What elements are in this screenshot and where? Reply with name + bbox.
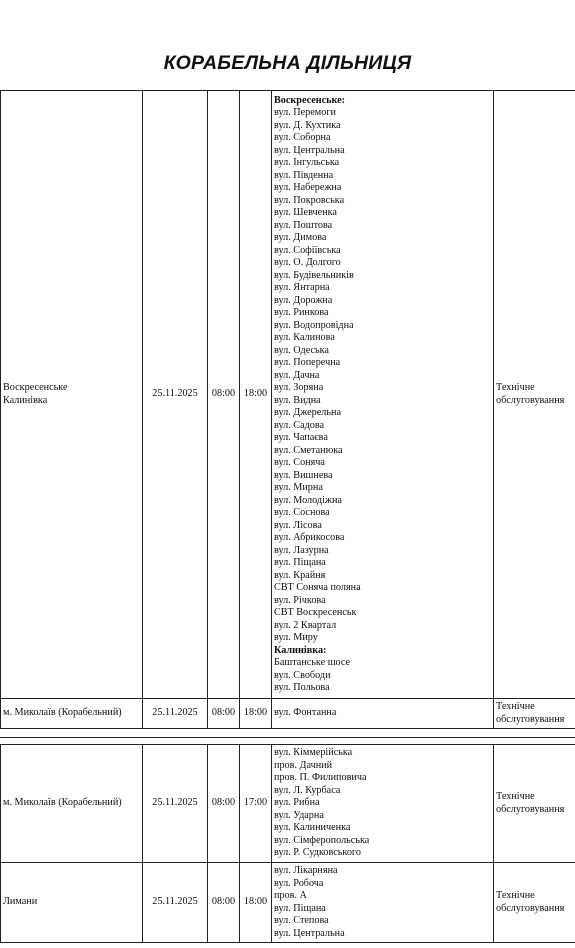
street-item: вул. Сімферопольська (274, 834, 370, 846)
street-item: пров. П. Филиповича (274, 772, 367, 784)
date-cell: 25.11.2025 (143, 699, 208, 729)
street-item: вул. Шевченка (274, 207, 337, 218)
streets-cell (272, 863, 494, 943)
street-item: вул. Калиниченка (274, 822, 351, 834)
location-cell (1, 699, 143, 729)
location-line: м. Миколаїв (Корабельний) (3, 707, 122, 719)
street-item: вул. Ринкова (274, 307, 329, 318)
street-item: вул. Одеська (274, 344, 329, 356)
reason-line: обслуговування (496, 902, 565, 914)
street-item: вул. Покровська (274, 194, 345, 206)
street-item: вул. Набережна (274, 182, 342, 193)
location-line: Воскресенське (3, 382, 68, 393)
street-item: вул. Соборна (274, 132, 331, 143)
street-item: СВТ Воскресенськ (274, 607, 357, 618)
street-item: пров. А (274, 890, 307, 901)
location-cell (1, 863, 143, 943)
street-group-heading: Калинівка: (274, 644, 327, 656)
streets-cell (272, 745, 494, 863)
street-item: вул. Поштова (274, 219, 333, 231)
location-line: м. Миколаїв (Корабельний) (3, 797, 122, 809)
street-item: вул. Соняча (274, 457, 325, 468)
page-title: КОРАБЕЛЬНА ДІЛЬНИЦЯ (163, 52, 412, 74)
street-item: вул. Вишнева (274, 469, 333, 481)
street-item: вул. Зоряна (274, 382, 324, 393)
table-row (1, 91, 575, 699)
street-item: вул. Д. Кухтика (274, 119, 341, 131)
street-item: СВТ Соняча поляна (274, 582, 361, 593)
street-item: вул. Дачна (274, 369, 320, 381)
table-row (1, 863, 575, 943)
location-line: Лимани (3, 896, 38, 908)
street-item: вул. Садова (274, 419, 325, 431)
end-time-cell: 18:00 (240, 863, 272, 943)
reason-line: обслуговування (496, 394, 565, 406)
street-item: вул. Софіївська (274, 244, 341, 256)
street-item: пров. Дачний (274, 759, 333, 771)
street-item: вул. Кіммерійська (274, 747, 353, 759)
street-item: вул. Поперечна (274, 357, 341, 368)
schedule-table-2 (0, 744, 575, 943)
reason-cell (494, 863, 575, 943)
street-item: вул. Р. Судковського (274, 847, 361, 859)
street-item: вул. Фонтанна (274, 707, 337, 719)
street-item: вул. Сметанюка (274, 444, 343, 456)
street-item: вул. Дорожна (274, 294, 333, 306)
street-item: вул. Піщана (274, 902, 326, 914)
street-item: вул. Лісова (274, 519, 322, 531)
date-cell: 25.11.2025 (143, 91, 208, 699)
street-item: вул. Ударна (274, 809, 324, 821)
reason-cell (494, 91, 575, 699)
street-item: вул. Лазурна (274, 544, 329, 556)
street-item: вул. Центральна (274, 144, 345, 156)
street-item: вул. Миру (274, 632, 318, 643)
street-item: вул. Степова (274, 915, 329, 926)
street-item: вул. Піщана (274, 557, 326, 568)
street-item: вул. Молодіжна (274, 494, 342, 506)
street-item: вул. 2 Квартал (274, 619, 337, 631)
location-cell (1, 91, 143, 699)
street-item: вул. Л. Курбаса (274, 784, 341, 796)
street-item: Баштанське шосе (274, 657, 351, 668)
table-divider (0, 737, 575, 738)
street-item: вул. Соснова (274, 507, 330, 518)
end-time-cell: 17:00 (240, 745, 272, 863)
streets-cell (272, 91, 494, 699)
street-item: вул. Рибна (274, 797, 320, 809)
street-item: вул. Абрикосова (274, 532, 345, 543)
date-cell: 25.11.2025 (143, 745, 208, 863)
reason-line: Технічне (496, 791, 535, 802)
table-row (1, 745, 575, 863)
street-item: вул. Чапаєва (274, 432, 328, 443)
street-item: вул. Свободи (274, 669, 331, 681)
streets-cell (272, 699, 494, 729)
street-item: вул. Робоча (274, 877, 324, 889)
reason-line: обслуговування (496, 713, 565, 725)
reason-cell (494, 745, 575, 863)
street-item: вул. Річкова (274, 594, 326, 606)
street-item: вул. Південна (274, 169, 334, 181)
reason-line: Технічне (496, 382, 535, 393)
street-item: вул. Мирна (274, 482, 323, 493)
street-item: вул. Будівельників (274, 269, 354, 281)
street-item: вул. Лікарняна (274, 865, 338, 876)
location-cell (1, 745, 143, 863)
street-item: вул. Польова (274, 682, 330, 693)
end-time-cell: 18:00 (240, 699, 272, 729)
street-item: вул. Калинова (274, 332, 335, 343)
reason-line: Технічне (496, 701, 535, 712)
table-row (1, 699, 575, 729)
start-time-cell: 08:00 (208, 745, 240, 863)
street-group-heading: Воскресенське: (274, 94, 346, 106)
street-item: вул. Центральна (274, 927, 345, 939)
street-item: вул. Інгульська (274, 157, 340, 168)
street-item: вул. Водопровідна (274, 319, 354, 331)
reason-line: обслуговування (496, 803, 565, 815)
street-item: вул. Джерельна (274, 407, 341, 418)
date-cell: 25.11.2025 (143, 863, 208, 943)
end-time-cell: 18:00 (240, 91, 272, 699)
street-item: вул. Янтарна (274, 282, 330, 293)
location-line: Калинівка (3, 394, 48, 406)
street-item: вул. О. Долгого (274, 257, 341, 268)
street-item: вул. Крайня (274, 569, 326, 581)
street-item: вул. Перемоги (274, 107, 336, 118)
reason-cell (494, 699, 575, 729)
start-time-cell: 08:00 (208, 863, 240, 943)
start-time-cell: 08:00 (208, 699, 240, 729)
start-time-cell: 08:00 (208, 91, 240, 699)
street-item: вул. Димова (274, 232, 327, 243)
schedule-table-1 (0, 90, 575, 729)
reason-line: Технічне (496, 890, 535, 901)
street-item: вул. Видна (274, 394, 321, 406)
